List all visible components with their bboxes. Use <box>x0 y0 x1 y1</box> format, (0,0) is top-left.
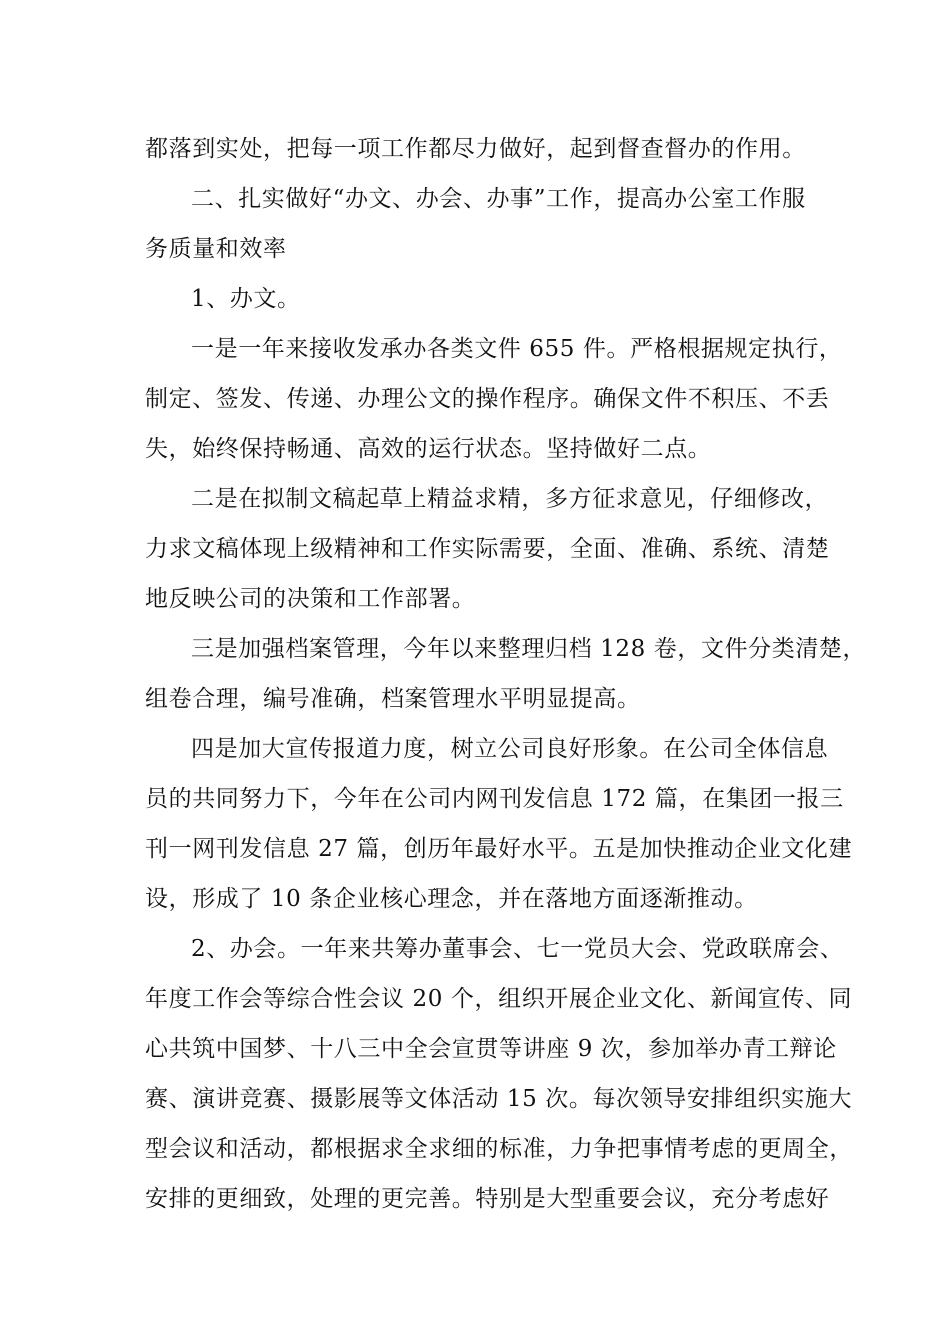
subheading-line: 1、办文。 <box>191 286 301 312</box>
paragraph-line: 失，始终保持畅通、高效的运行状态。坚持做好二点。 <box>145 436 712 462</box>
paragraph-line: 二是在拟制文稿起草上精益求精，多方征求意见，仔细修改， <box>191 486 829 512</box>
paragraph-line: 一是一年来接收发承办各类文件 655 件。严格根据规定执行， <box>191 336 843 362</box>
document-body <box>145 124 867 1224</box>
paragraph-line: 制定、签发、传递、办理公文的操作程序。确保文件不积压、不丢 <box>145 386 830 412</box>
paragraph-line: 年度工作会等综合性会议 20 个，组织开展企业文化、新闻宣传、同 <box>145 986 853 1012</box>
paragraph-line: 刊一网刊发信息 27 篇，创历年最好水平。五是加快推动企业文化建 <box>145 836 853 862</box>
paragraph-line: 2、办会。一年来共筹办董事会、七一党员大会、党政联席会、 <box>191 936 844 962</box>
section-heading-line: 务质量和效率 <box>145 236 287 262</box>
paragraph-line: 设，形成了 10 条企业核心理念，并在落地方面逐渐推动。 <box>145 886 758 912</box>
paragraph-line: 赛、演讲竞赛、摄影展等文体活动 15 次。每次领导安排组织实施大 <box>145 1086 853 1112</box>
paragraph-line: 安排的更细致，处理的更完善。特别是大型重要会议，充分考虑好 <box>145 1186 830 1212</box>
paragraph-line: 力求文稿体现上级精神和工作实际需要，全面、准确、系统、清楚 <box>145 536 830 562</box>
paragraph-line: 心共筑中国梦、十八三中全会宣贯等讲座 9 次，参加举办青工辩论 <box>145 1036 837 1062</box>
paragraph-line: 型会议和活动，都根据求全求细的标准，力争把事情考虑的更周全， <box>145 1136 853 1162</box>
paragraph-line: 员的共同努力下，今年在公司内网刊发信息 172 篇，在集团一报三 <box>145 786 844 812</box>
paragraph-line: 三是加强档案管理，今年以来整理归档 128 卷，文件分类清楚， <box>191 636 867 662</box>
paragraph-line: 组卷合理，编号准确，档案管理水平明显提高。 <box>145 686 641 712</box>
paragraph-line: 都落到实处，把每一项工作都尽力做好，起到督查督办的作用。 <box>145 136 806 162</box>
paragraph-line: 地反映公司的决策和工作部署。 <box>145 586 476 612</box>
section-heading-line: 二、扎实做好“办文、办会、办事”工作，提高办公室工作服 <box>191 186 806 212</box>
paragraph-line: 四是加大宣传报道力度，树立公司良好形象。在公司全体信息 <box>191 736 829 762</box>
